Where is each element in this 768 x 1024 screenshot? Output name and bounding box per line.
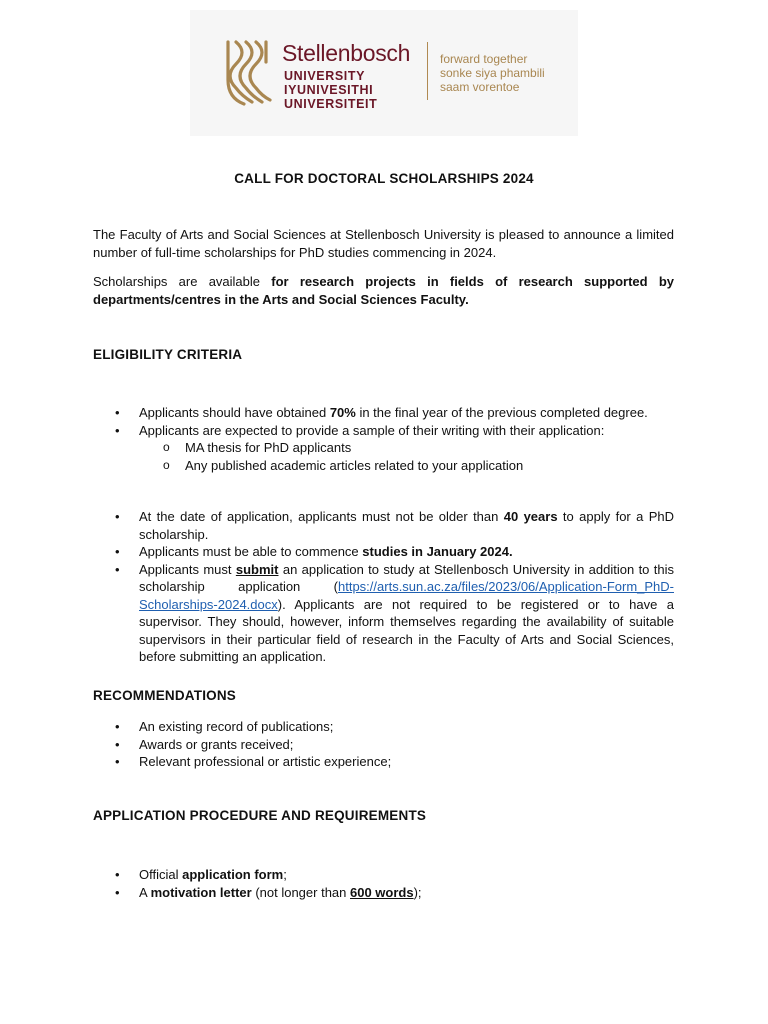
logo-line-universiteit: UNIVERSITEIT [284, 97, 378, 111]
eligibility-item-age: • At the date of application, applicants must not be older than 40 years to apply for a PhD scholarship. [93, 508, 674, 543]
logo-tagline-1: forward together [440, 52, 528, 66]
logo-divider [427, 42, 428, 100]
scope-lead: Scholarships are available [93, 274, 272, 289]
logo-line-university: UNIVERSITY [284, 69, 366, 83]
eligibility-list-top [93, 404, 674, 474]
sub-item-articles: o Any published academic articles related to your application [93, 457, 674, 475]
intro-paragraph: The Faculty of Arts and Social Sciences at Stellenbosch University is pleased to announce a limited number of full-time scholarships for PhD studies commencing in 2024. [93, 227, 674, 260]
logo-line-iyunivesithi: IYUNIVESITHI [284, 83, 374, 97]
application-form-link[interactable]: https://arts.sun.ac.za/files/2023/06/Application-Form_PhD-Scholarships-2024.docx [139, 579, 674, 612]
procedure-list [93, 866, 674, 901]
eligibility-item-commence: • Applicants must be able to commence studies in January 2024. [93, 543, 674, 561]
eligibility-item-submit: • Applicants must submit an application to study at Stellenbosch University in addition to this scholarship application (https://arts.sun.ac.za/files/2023/06/Application-Form_PhD-Scholarships-2024.docx). Applicants are not required to be registered or to have a supervisor. They should, however, inform themselves regarding the availability of suitable supervisors in their particular field of research in the Faculty of Arts and Social Sciences, before submitting an application. [93, 561, 674, 666]
scope-bold: for research projects in fields of research supported by departments/centres in the Arts and Social Sciences Faculty. [93, 274, 674, 307]
sub-item-ma-thesis: o MA thesis for PhD applicants [93, 439, 674, 457]
recommendations-list [93, 718, 674, 771]
logo-tagline-2: sonke siya phambili [440, 66, 545, 80]
recommendations-heading: RECOMMENDATIONS [93, 688, 236, 703]
logo-name: Stellenbosch [282, 40, 411, 66]
university-logo [190, 10, 578, 136]
stellenbosch-emblem-icon [222, 40, 274, 106]
procedure-item-form: • Official application form; [93, 866, 674, 884]
scope-paragraph [93, 273, 674, 309]
eligibility-item-writing-sample: • Applicants are expected to provide a sample of their writing with their application: [93, 422, 674, 440]
recommendation-item: • An existing record of publications; [93, 718, 674, 736]
eligibility-item-grade: • Applicants should have obtained 70% in the final year of the previous completed degree. [93, 404, 674, 422]
procedure-item-motivation: • A motivation letter (not longer than 600 words); [93, 884, 674, 902]
procedure-heading: APPLICATION PROCEDURE AND REQUIREMENTS [93, 808, 427, 823]
recommendation-item: • Awards or grants received; [93, 736, 674, 754]
logo-tagline-3: saam vorentoe [440, 80, 520, 94]
eligibility-list-bottom [93, 508, 674, 666]
document-title: CALL FOR DOCTORAL SCHOLARSHIPS 2024 [234, 171, 534, 186]
eligibility-heading: ELIGIBILITY CRITERIA [93, 347, 243, 362]
recommendation-item: • Relevant professional or artistic experience; [93, 753, 674, 771]
